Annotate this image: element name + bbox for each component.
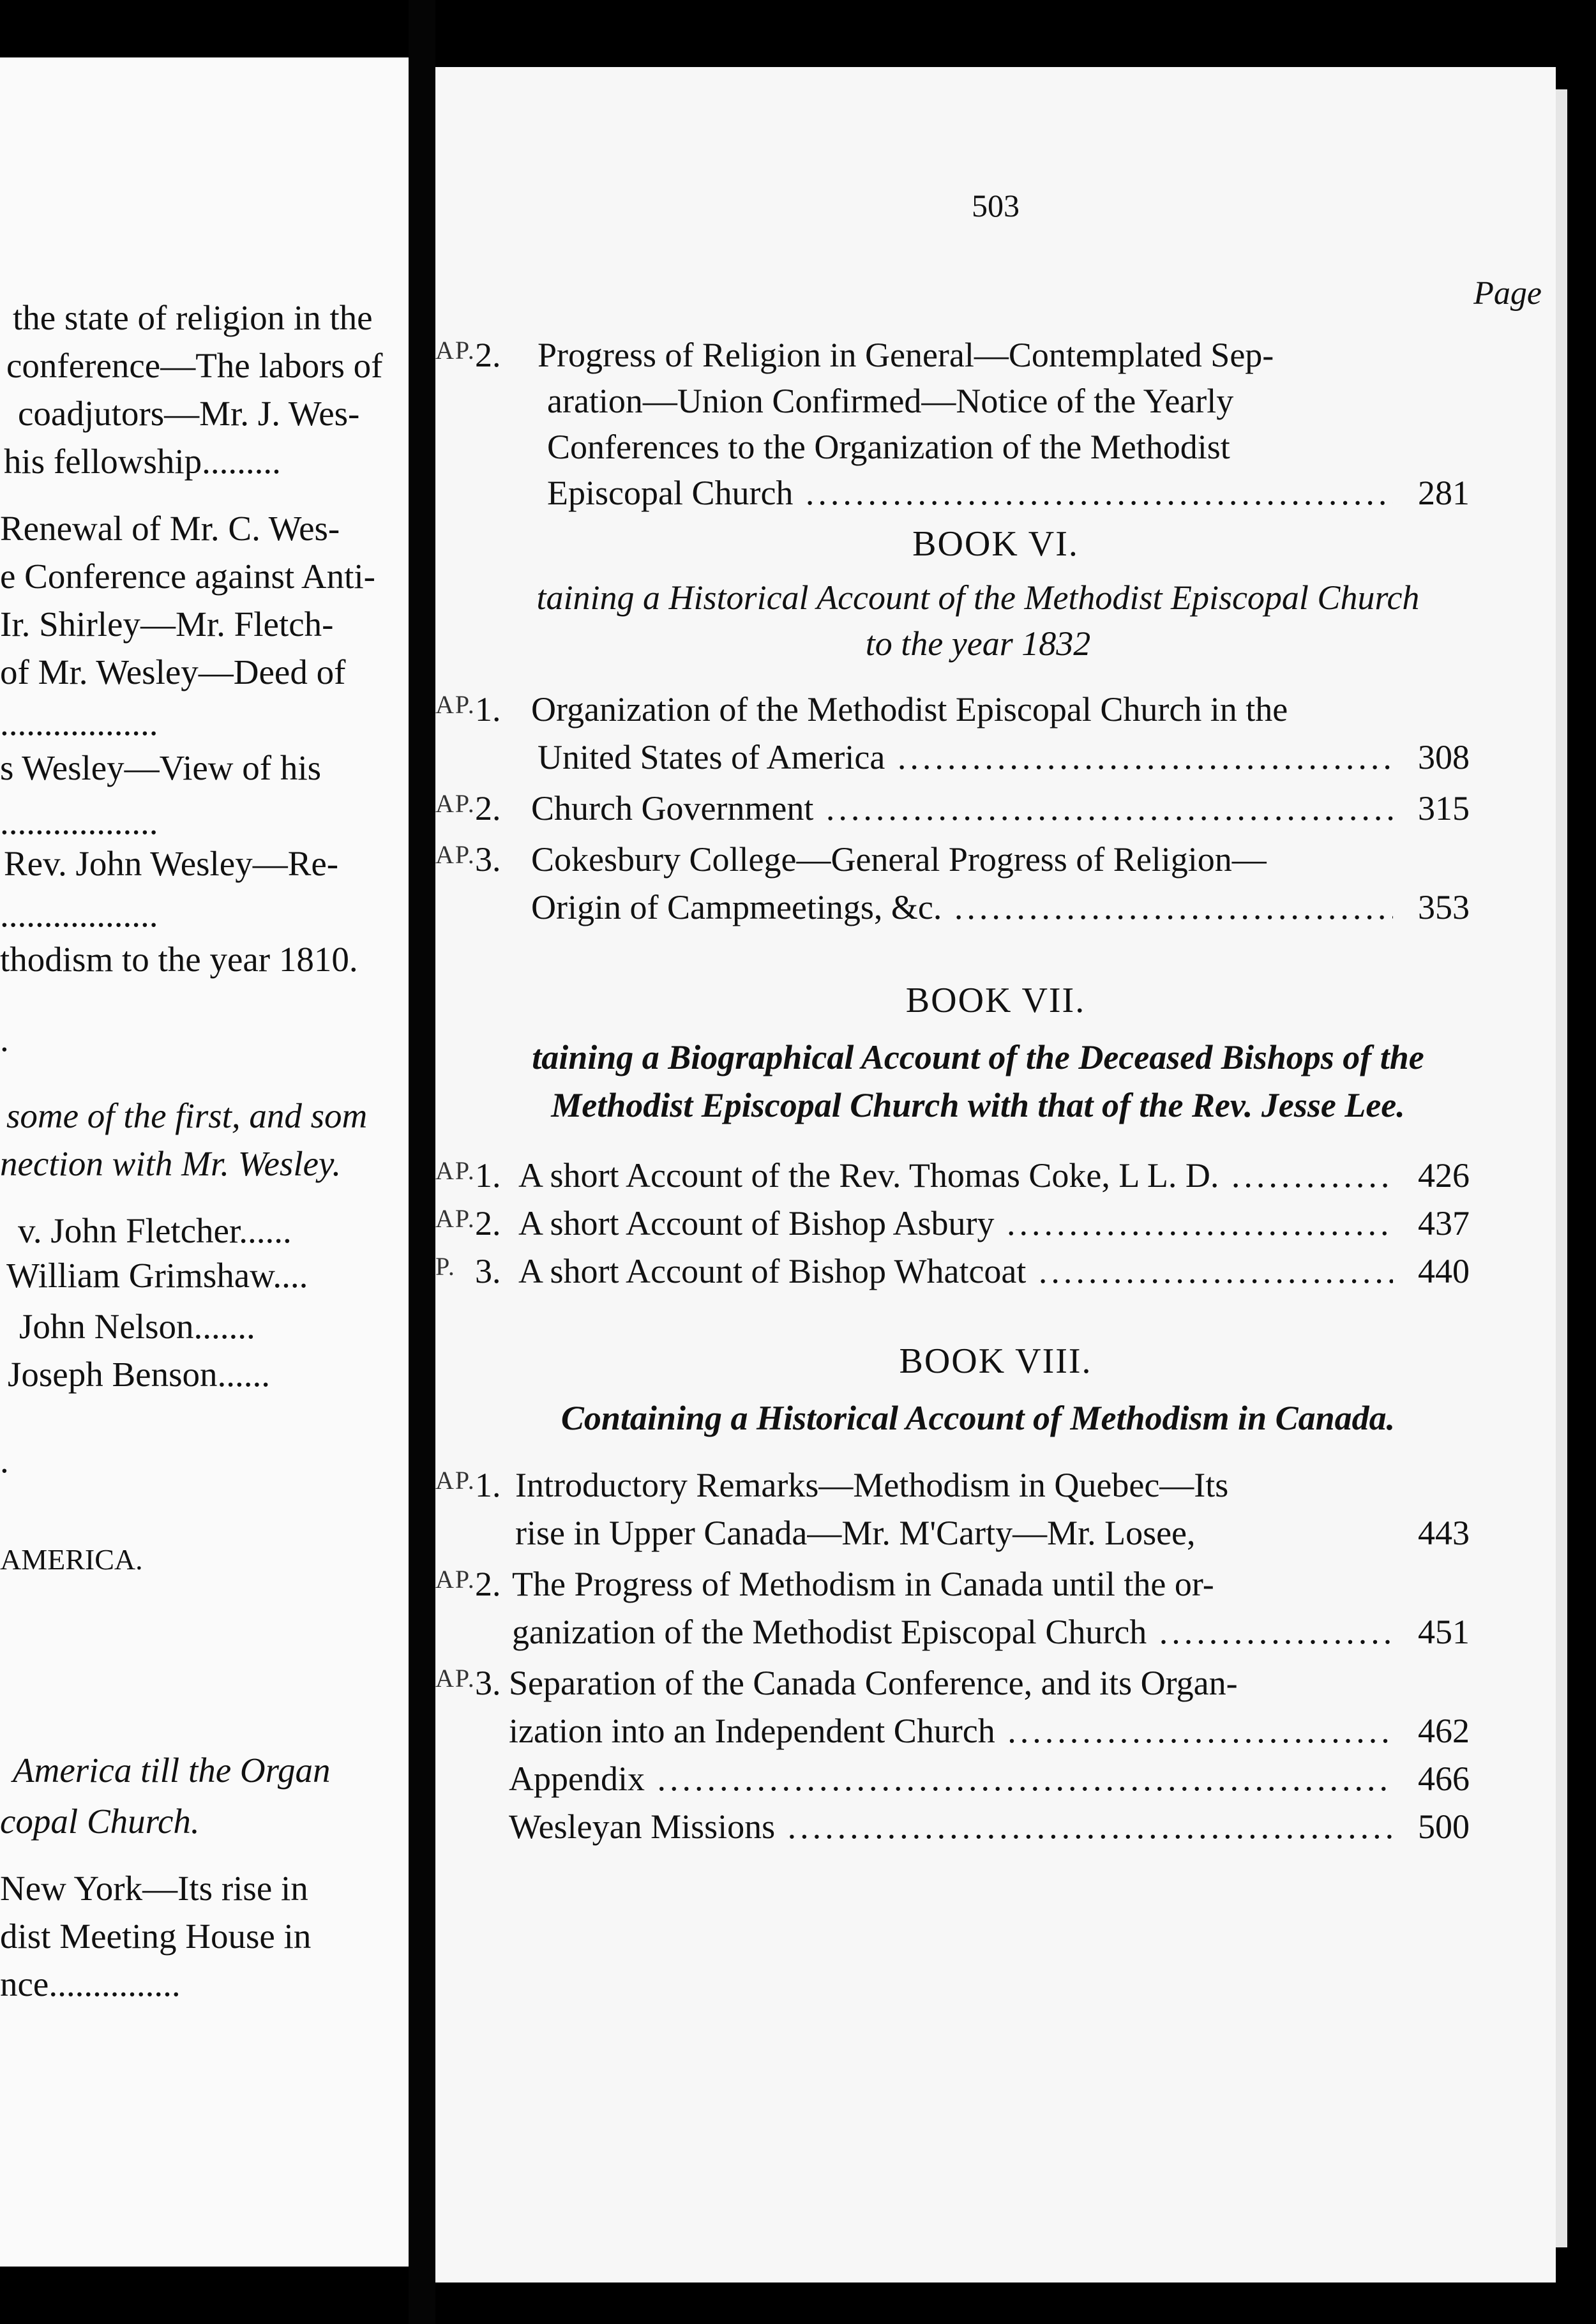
chapter-number: 3. [475,840,501,879]
toc-entry-last-line [435,737,1470,778]
left-line: .................. [0,803,158,841]
toc-entry-line: A short Account of Bishop Asbury ..... [518,1204,1393,1243]
toc-entry-line: Introductory Remarks—Methodism in Quebec—Its [515,1466,1229,1504]
chapter-label: AP. [435,1156,476,1185]
left-line: the state of religion in the [13,298,373,337]
chapter-label: AP. [435,840,476,869]
toc-entry [435,788,1470,829]
toc-entry-line: Episcopal Church ..... [547,473,1393,513]
chapter-number: 1. [475,1466,501,1504]
toc-entry-line: ization into an Independent Church ..... [509,1711,1393,1751]
page-ref: 462 [1418,1712,1470,1750]
left-line: Joseph Benson...... [8,1355,270,1394]
left-line: William Grimshaw.... [6,1256,308,1295]
left-line: his fellowship......... [4,442,281,481]
right-page [435,67,1556,2282]
toc-entry [435,1251,1470,1292]
page-ref: 426 [1418,1156,1470,1195]
chapter-number: 1. [475,1156,501,1195]
toc-entry-line: Progress of Religion in General—Contemplated Sep- [538,336,1274,374]
left-line: coadjutors—Mr. J. Wes- [18,394,360,433]
page-ref: 353 [1418,888,1470,926]
left-line: nce............... [0,1965,181,2003]
page-number: 503 [972,188,1020,223]
toc-entry-line: Separation of the Canada Conference, and its Organ- [509,1664,1238,1702]
chapter-label: P. [435,1252,456,1281]
left-line: thodism to the year 1810. [0,940,358,979]
page-edge [1556,89,1567,2247]
left-line: America till the Organ [13,1751,331,1790]
chapter-number: 2. [475,1204,501,1242]
chapter-number: 3. [475,1664,501,1702]
left-page [0,57,409,2267]
page-ref: 440 [1418,1252,1470,1290]
left-line: John Nelson....... [19,1307,255,1346]
toc-entry-last-line [435,1513,1470,1554]
chapter-label: AP. [435,1664,476,1693]
toc-entry-last-line [435,887,1470,928]
toc-entry [435,1564,1470,1605]
chapter-number: 2. [475,1565,501,1603]
page-ref: 443 [1418,1514,1470,1552]
chapter-label: AP. [435,789,476,818]
toc-entry-last-line [435,1711,1470,1752]
chapter-label: AP. [435,1565,476,1594]
toc-entry [435,1156,1470,1196]
left-line: . [0,1020,9,1059]
toc-entry [435,840,1470,880]
chapter-number: 3. [475,1252,501,1290]
left-line: . [0,1441,9,1480]
book-description: taining a Historical Account of the Methodist Episcopal Church [536,578,1420,617]
book-gutter [409,0,435,2324]
left-line: dist Meeting House in [0,1917,312,1956]
toc-entry-line: ganization of the Methodist Episcopal Church ..... [512,1612,1393,1652]
left-line: AMERICA. [0,1543,143,1576]
toc-entry [435,690,1470,730]
page-ref: 466 [1418,1760,1470,1798]
toc-entry-line: Conferences to the Organization of the Methodist [547,428,1230,466]
toc-entry-line: aration—Union Confirmed—Notice of the Yearly [547,382,1234,420]
toc-entry [435,1807,1470,1848]
book-heading: BOOK VI. [912,524,1079,564]
toc-entry-line: Cokesbury College—General Progress of Religion— [531,840,1267,879]
book-heading: BOOK VII. [905,981,1086,1020]
chapter-number: 2. [475,789,501,827]
toc-entry-last-line [435,473,1470,514]
book-description: taining a Biographical Account of the Deceased Bishops of the [532,1038,1424,1076]
left-line: .................. [0,704,158,743]
toc-entry-line: Origin of Campmeetings, &c. ..... [531,887,1393,927]
chapter-label: AP. [435,1466,476,1495]
chapter-label: AP. [435,336,476,365]
page-ref: 315 [1418,789,1470,827]
toc-entry [435,1465,1470,1506]
toc-entry-line: rise in Upper Canada—Mr. M'Carty—Mr. Losee, [515,1514,1196,1552]
book-description: Methodist Episcopal Church with that of the Rev. Jesse Lee. [551,1086,1405,1124]
toc-entry-line: A short Account of Bishop Whatcoat ..... [518,1251,1393,1291]
left-line: e Conference against Anti- [0,557,375,596]
left-line: some of the first, and som [6,1096,368,1135]
toc-entry [435,335,1470,376]
page-ref: 308 [1418,738,1470,776]
chapter-number: 2. [475,336,501,374]
toc-entry-line: The Progress of Methodism in Canada until the or- [512,1565,1214,1603]
left-line: Renewal of Mr. C. Wes- [0,509,340,548]
left-line: nection with Mr. Wesley. [0,1144,342,1183]
book-description: to the year 1832 [865,624,1091,663]
page-ref: 451 [1418,1613,1470,1651]
book-description: Containing a Historical Account of Methodism in Canada. [561,1399,1396,1437]
page-ref: 437 [1418,1204,1470,1242]
left-line: Ir. Shirley—Mr. Fletch- [0,605,334,644]
left-line: New York—Its rise in [0,1869,308,1908]
left-line: copal Church. [0,1802,200,1841]
page-column-label: Page [1473,275,1542,312]
left-line: .................. [0,895,158,934]
left-line: v. John Fletcher...... [18,1211,292,1250]
toc-entry [435,1663,1470,1704]
chapter-label: AP. [435,1204,476,1233]
page-ref: 500 [1418,1807,1470,1846]
chapter-number: 1. [475,690,501,728]
toc-entry-line: Appendix ..... [509,1759,1393,1799]
toc-entry-line: Church Government ..... [531,788,1393,828]
left-line: conference—The labors of [6,346,383,385]
toc-entry-line: A short Account of the Rev. Thomas Coke, L L. D. ..... [518,1156,1393,1195]
left-line: of Mr. Wesley—Deed of [0,653,346,691]
toc-entry-line: Organization of the Methodist Episcopal Church in the [531,690,1288,728]
toc-entry-last-line [435,1612,1470,1653]
left-line: Rev. John Wesley—Re- [4,844,339,883]
toc-entry-line: Wesleyan Missions ..... [509,1807,1393,1846]
toc-entry [435,1204,1470,1244]
chapter-label: AP. [435,690,476,719]
book-heading: BOOK VIII. [899,1341,1092,1381]
toc-entry-line: United States of America ..... [538,737,1393,777]
page-ref: 281 [1418,474,1470,512]
toc-entry [435,1759,1470,1800]
left-line: s Wesley—View of his [0,748,322,787]
